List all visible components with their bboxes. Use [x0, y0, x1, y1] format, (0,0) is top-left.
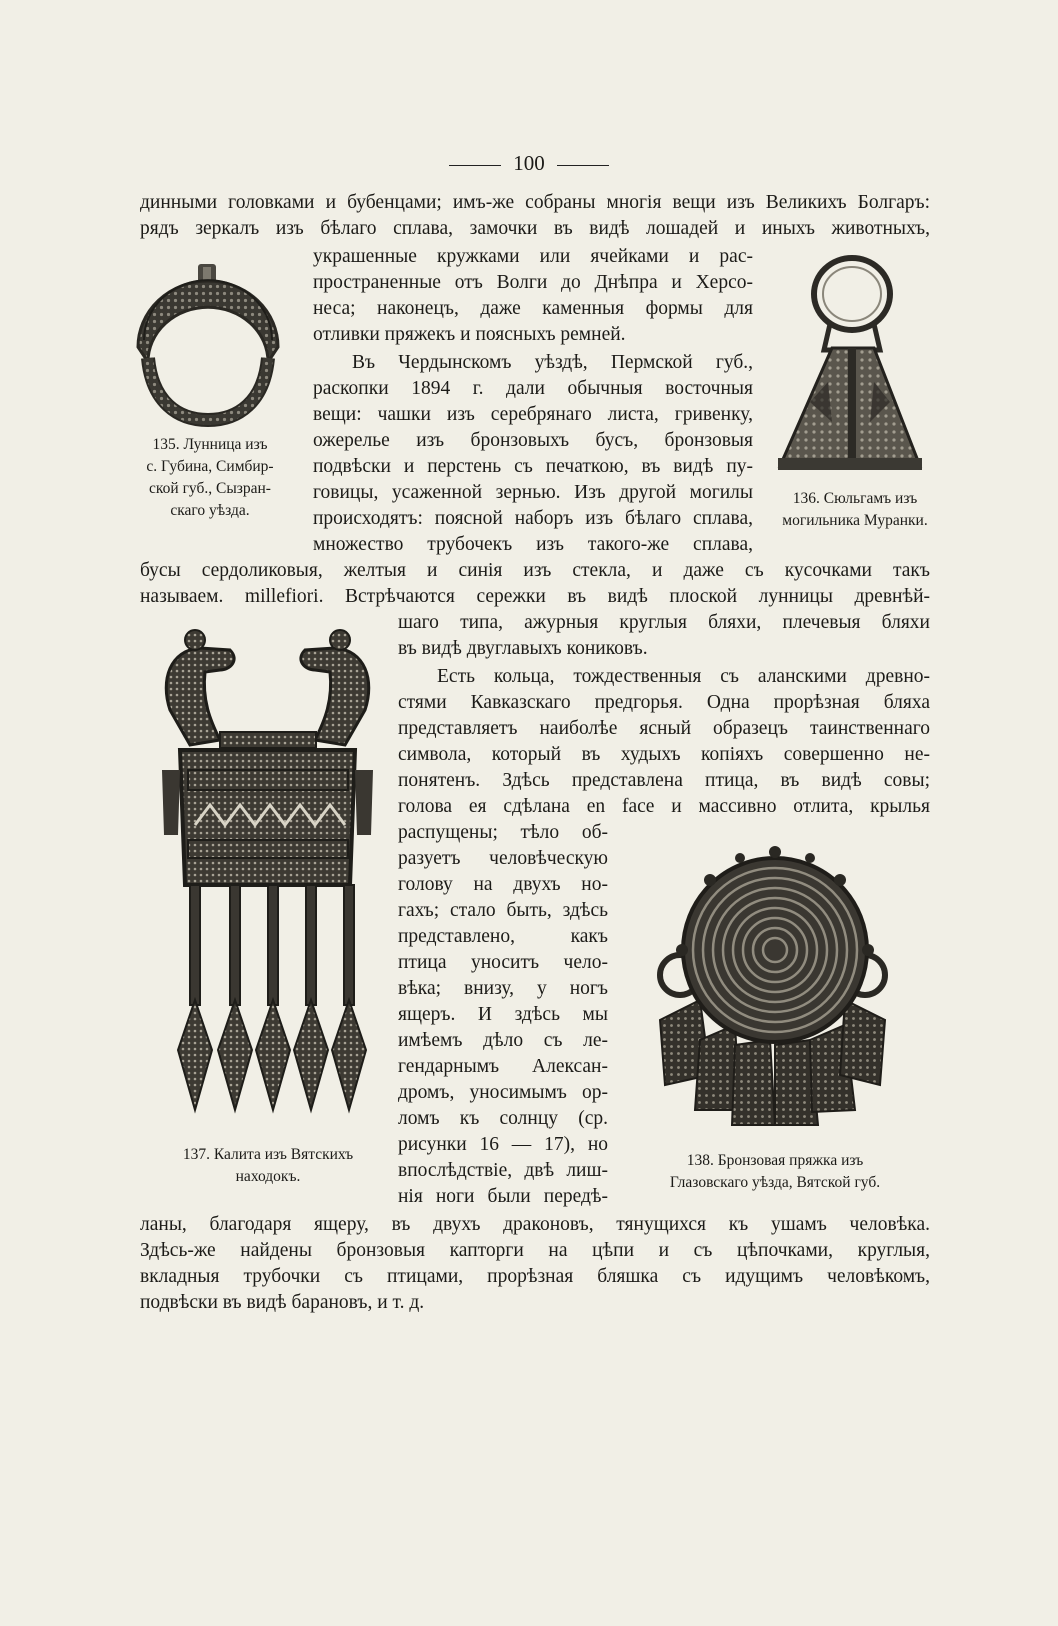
text-line: ожерелье изъ бронзовыхъ бусъ, бронзовыя [313, 430, 753, 451]
text-line: Есть кольца, тождественныя съ аланскими древно- [437, 666, 930, 687]
figure-136-sylgam [770, 252, 930, 484]
caption-line: 135. Лунница изъ [152, 436, 268, 453]
figure-138-buckle [640, 840, 910, 1140]
text-line: имѣемъ дѣло съ ле- [398, 1030, 608, 1051]
text-line: нія ноги были передѣ- [398, 1186, 608, 1207]
page-number-text: 100 [513, 151, 545, 175]
text-line: неса; наконецъ, даже каменныя формы для [313, 298, 753, 319]
rule-right [557, 165, 609, 166]
text-line: понятенъ. Здѣсь представлена птица, въ видѣ совы; [398, 770, 930, 791]
text-line: подвѣски въ видѣ барановъ, и т. д. [140, 1292, 425, 1313]
text-line: бусы сердоликовыя, желтыя и синія изъ стекла, и даже съ кусочками такъ [140, 560, 930, 581]
caption-line: с. Губина, Симбир- [146, 458, 274, 475]
text-line: представлено, какъ [398, 926, 608, 947]
text-line: называем. millefiori. Встрѣчаются сережки въ видѣ плоской лунницы древнѣй- [140, 586, 930, 607]
caption-line: могильника Муранки. [782, 512, 928, 529]
text-line: шаго типа, ажурныя круглыя бляхи, плечевыя бляхи [398, 612, 930, 633]
text-line: вѣка; внизу, у ногъ [398, 978, 608, 999]
text-line: птица уноситъ чело- [398, 952, 608, 973]
text-line: подвѣски и перстень съ печаткою, въ видѣ пу- [313, 456, 753, 477]
caption-figure-137 [158, 1144, 378, 1188]
text-line: символа, который въ худыхъ копіяхъ совершенно не- [398, 744, 930, 765]
text-line: рисунки 16 — 17), но [398, 1134, 608, 1155]
text-line: стями Кавказскаго предгорья. Одна прорѣзная бляха [398, 692, 930, 713]
text-line: гахъ; стало быть, здѣсь [398, 900, 608, 921]
text-line: голову на двухъ но- [398, 874, 608, 895]
text-line: Въ Чердынскомъ уѣздѣ, Пермской губ., [352, 352, 753, 373]
text-line: голова ея сдѣлана en face и массивно отлита, крылья [398, 796, 930, 817]
caption-line: находокъ. [235, 1168, 301, 1185]
caption-line: скаго уѣзда. [170, 502, 250, 519]
caption-line: ской губ., Сызран- [149, 480, 271, 497]
figure-135-lunula [130, 262, 285, 427]
caption-line: Глазовскаго уѣзда, Вятской губ. [669, 1174, 881, 1191]
text-line: украшенные кружками или ячейками и рас- [313, 246, 753, 267]
text-line: дромъ, уносимымъ ор- [398, 1082, 608, 1103]
text-line: разуетъ человѣческую [398, 848, 608, 869]
figure-137-kalita [150, 620, 385, 1125]
text-line: распущены; тѣло об- [398, 822, 608, 843]
caption-line: 138. Бронзовая пряжка изъ [686, 1152, 864, 1169]
text-line: вкладныя трубочки съ птицами, прорѣзная бляшка съ идущимъ человѣкомъ, [140, 1266, 930, 1287]
text-line: вещи: чашки изъ серебрянаго листа, гривенку, [313, 404, 753, 425]
text-line: Здѣсь-же найдены бронзовыя капторги на цѣпи и съ цѣпочками, круглыя, [140, 1240, 930, 1261]
text-line: ящеръ. И здѣсь мы [398, 1004, 608, 1025]
text-line: множество трубочекъ изъ такого-же сплава, [313, 534, 753, 555]
text-line: рядъ зеркалъ изъ бѣлаго сплава, замочки въ видѣ лошадей и иныхъ животныхъ, [140, 218, 930, 239]
text-line: динными головками и бубенцами; имъ-же собраны многія вещи изъ Великихъ Болгаръ: [140, 192, 930, 213]
page-number [0, 150, 1058, 176]
text-line: ланы, благодаря ящеру, въ двухъ драконовъ, тянущихся къ ушамъ человѣка. [140, 1214, 930, 1235]
rule-left [449, 165, 501, 166]
text-line: гендарнымъ Алексан- [398, 1056, 608, 1077]
text-line: отливки пряжекъ и поясныхъ ремней. [313, 324, 626, 345]
text-line: происходятъ: поясной наборъ изъ бѣлаго сплава, [313, 508, 753, 529]
caption-figure-136 [770, 488, 940, 532]
caption-figure-138 [640, 1150, 910, 1194]
text-line: ломъ къ солнцу (ср. [398, 1108, 608, 1129]
text-line: раскопки 1894 г. дали обычныя восточныя [313, 378, 753, 399]
caption-figure-135 [135, 434, 285, 522]
text-line: пространенные отъ Волги до Днѣпра и Херсо- [313, 272, 753, 293]
caption-line: 137. Калита изъ Вятскихъ [182, 1146, 354, 1163]
caption-line: 136. Сюльгамъ изъ [792, 490, 918, 507]
text-line: впослѣдствіе, двѣ лиш- [398, 1160, 608, 1181]
text-line: представляетъ наиболѣе ясный образецъ таинственнаго [398, 718, 930, 739]
text-line: говицы, усаженной зернью. Изъ другой могилы [313, 482, 753, 503]
text-line: въ видѣ двуглавыхъ кониковъ. [398, 638, 648, 659]
